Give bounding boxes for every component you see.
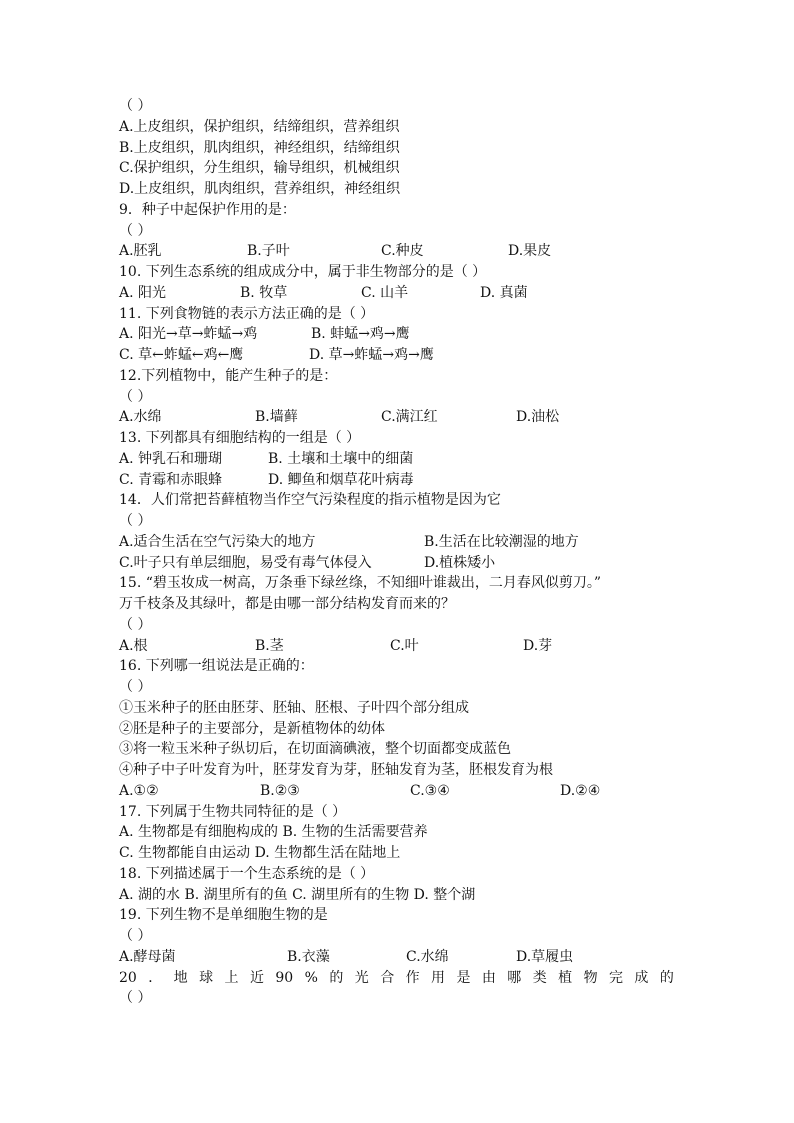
q20-stem [119, 968, 674, 989]
q19-options [119, 947, 679, 968]
q11-stem: 11. 下列食物链的表示方法正确的是（ ） [119, 305, 375, 322]
q17-options-ab: A. 生物都是有细胞构成的 B. 生物的生活需要营养 [119, 824, 428, 841]
q13-option-c: C. 青霉和赤眼蜂 [119, 471, 223, 488]
q20-char: 合 [380, 969, 395, 986]
q16-statement-1: ①玉米种子的胚由胚芽、胚轴、胚根、子叶四个部分组成 [119, 699, 469, 716]
q15-stem-line2: 万千枝条及其绿叶，都是由哪一部分结构发育而来的？ [119, 596, 455, 612]
q11-option-c: C. 草←蚱蜢←鸡←鹰 [119, 347, 244, 363]
q13-option-a: A. 钟乳石和珊瑚 [119, 450, 223, 467]
q8-option-d: D.上皮组织，肌肉组织，营养组织，神经组织 [119, 181, 401, 197]
q20-char: 90 [275, 969, 294, 986]
q12-option-c: C.满江红 [381, 409, 438, 426]
q14-stem: 14．人们常把苔藓植物当作空气污染程度的指示植物是因为它 [119, 492, 501, 509]
q20-char: 作 [405, 969, 420, 986]
q20-char: 用 [431, 969, 446, 986]
q13-options-ab [119, 449, 679, 470]
q14-option-b: B.生活在比较潮湿的地方 [424, 533, 579, 550]
q12-option-b: B.墙藓 [255, 409, 298, 426]
q19-option-a: A.酵母菌 [119, 948, 176, 965]
q20-char: 植 [558, 969, 573, 986]
q9-options [119, 241, 679, 262]
q10-option-a: A. 阳光 [119, 284, 167, 301]
q15-stem-line1: 15. “碧玉妆成一树高，万条垂下绿丝绦，不知细叶谁裁出，二月春风似剪刀。” [119, 575, 602, 592]
q12-stem: 12.下列植物中，能产生种子的是： [119, 367, 338, 384]
q14-options-ab [119, 532, 679, 553]
q19-option-c: C.水绵 [406, 948, 449, 965]
q13-options-cd [119, 470, 679, 491]
q16-statement-2: ②胚是种子的主要部分，是新植物体的幼体 [119, 720, 385, 737]
q14-options-cd [119, 553, 679, 574]
q16-option-d: D.②④ [560, 782, 601, 799]
q18-options: A. 湖的水 B. 湖里所有的鱼 C. 湖里所有的生物 D. 整个湖 [119, 886, 476, 903]
q9-paren: （ ） [119, 222, 152, 239]
q20-char: 由 [481, 969, 496, 986]
exam-page [119, 96, 679, 1009]
q8-option-a: A.上皮组织，保护组织，结缔组织，营养组织 [119, 118, 400, 135]
q8-option-c: C.保护组织，分生组织，输导组织，机械组织 [119, 160, 400, 177]
q19-paren: （ ） [119, 928, 152, 944]
q16-paren: （ ） [119, 679, 152, 695]
q14-option-c: C.叶子只有单层细胞，易受有毒气体侵入 [119, 554, 372, 571]
q20-char: 的 [659, 969, 674, 986]
q16-option-b: B.②③ [260, 782, 300, 799]
q20-char: 球 [199, 969, 214, 986]
q9-stem: 9．种子中起保护作用的是： [119, 201, 296, 218]
q13-stem: 13. 下列都具有细胞结构的一组是（ ） [119, 430, 361, 446]
q19-option-d: D.草履虫 [516, 948, 574, 965]
q11-options-ab [119, 324, 679, 345]
q8-paren: （ ） [119, 98, 152, 114]
q16-stem: 16. 下列哪一组说法是正确的： [119, 658, 314, 675]
q17-stem: 17. 下列属于生物共同特征的是（ ） [119, 803, 347, 820]
q11-options-cd [119, 345, 679, 366]
q13-option-d: D. 鲫鱼和烟草花叶病毒 [268, 471, 414, 488]
q14-paren: （ ） [119, 513, 152, 529]
q15-option-c: C.叶 [390, 637, 419, 654]
q20-char: % [304, 969, 318, 986]
q16-option-a: A.①② [119, 782, 159, 799]
q16-option-c: C.③④ [410, 782, 450, 799]
q10-option-b: B. 牧草 [240, 284, 288, 301]
q9-option-d: D.果皮 [508, 243, 552, 260]
q15-options [119, 636, 679, 657]
q9-option-b: B.子叶 [247, 243, 290, 260]
q20-char: 地 [173, 969, 188, 986]
q11-option-a: A. 阳光→草→蚱蜢→鸡 [119, 326, 258, 343]
q12-option-d: D.油松 [516, 409, 560, 426]
q20-char: 的 [329, 969, 344, 986]
q16-statement-4: ④种子中子叶发育为叶，胚芽发育为芽，胚轴发育为茎，胚根发育为根 [119, 762, 553, 778]
q15-paren: （ ） [119, 616, 152, 633]
q18-stem: 18. 下列描述属于一个生态系统的是（ ） [119, 865, 375, 882]
q20-char: 完 [608, 969, 623, 986]
q15-option-d: D.芽 [523, 637, 553, 654]
q20-char: 近 [249, 969, 264, 986]
q15-option-a: A.根 [119, 637, 148, 654]
q16-options [119, 781, 679, 802]
q20-char: 上 [224, 969, 239, 986]
q17-options-cd: C. 生物都能自由运动 D. 生物都生活在陆地上 [119, 845, 401, 861]
q20-paren: （ ） [119, 990, 152, 1007]
q20-char: 光 [354, 969, 369, 986]
q20-char: ． [148, 969, 163, 986]
q14-option-d: D.植株矮小 [424, 554, 496, 571]
q9-option-a: A.胚乳 [119, 243, 162, 260]
q20-char: 类 [532, 969, 547, 986]
q11-option-b: B. 蚌蜢→鸡→鹰 [311, 326, 410, 343]
q20-char: 成 [634, 969, 649, 986]
q12-paren: （ ） [119, 388, 152, 405]
q10-options [119, 283, 679, 304]
q13-option-b: B. 土壤和土壤中的细菌 [268, 450, 414, 467]
q19-option-b: B.衣藻 [287, 948, 330, 965]
q8-option-b: B.上皮组织，肌肉组织，神经组织，结缔组织 [119, 139, 400, 156]
q10-option-c: C. 山羊 [361, 284, 409, 301]
q16-statement-3: ③将一粒玉米种子纵切后，在切面滴碘液，整个切面都变成蓝色 [119, 741, 511, 758]
q20-char: 是 [456, 969, 471, 986]
q20-char: 哪 [507, 969, 522, 986]
q11-option-d: D. 草→蚱蜢→鸡→鹰 [309, 347, 434, 363]
q10-option-d: D. 真菌 [480, 284, 528, 301]
q12-option-a: A.水绵 [119, 409, 162, 426]
q10-stem: 10. 下列生态系统的组成成分中，属于非生物部分的是（ ） [119, 264, 487, 280]
q9-option-c: C.种皮 [381, 243, 424, 260]
q20-char: 20 [119, 969, 137, 986]
q20-char: 物 [583, 969, 598, 986]
q19-stem: 19. 下列生物不是单细胞生物的是 [119, 907, 328, 924]
q14-option-a: A.适合生活在空气污染大的地方 [119, 533, 316, 550]
q15-option-b: B.茎 [255, 637, 284, 654]
q12-options [119, 407, 679, 428]
